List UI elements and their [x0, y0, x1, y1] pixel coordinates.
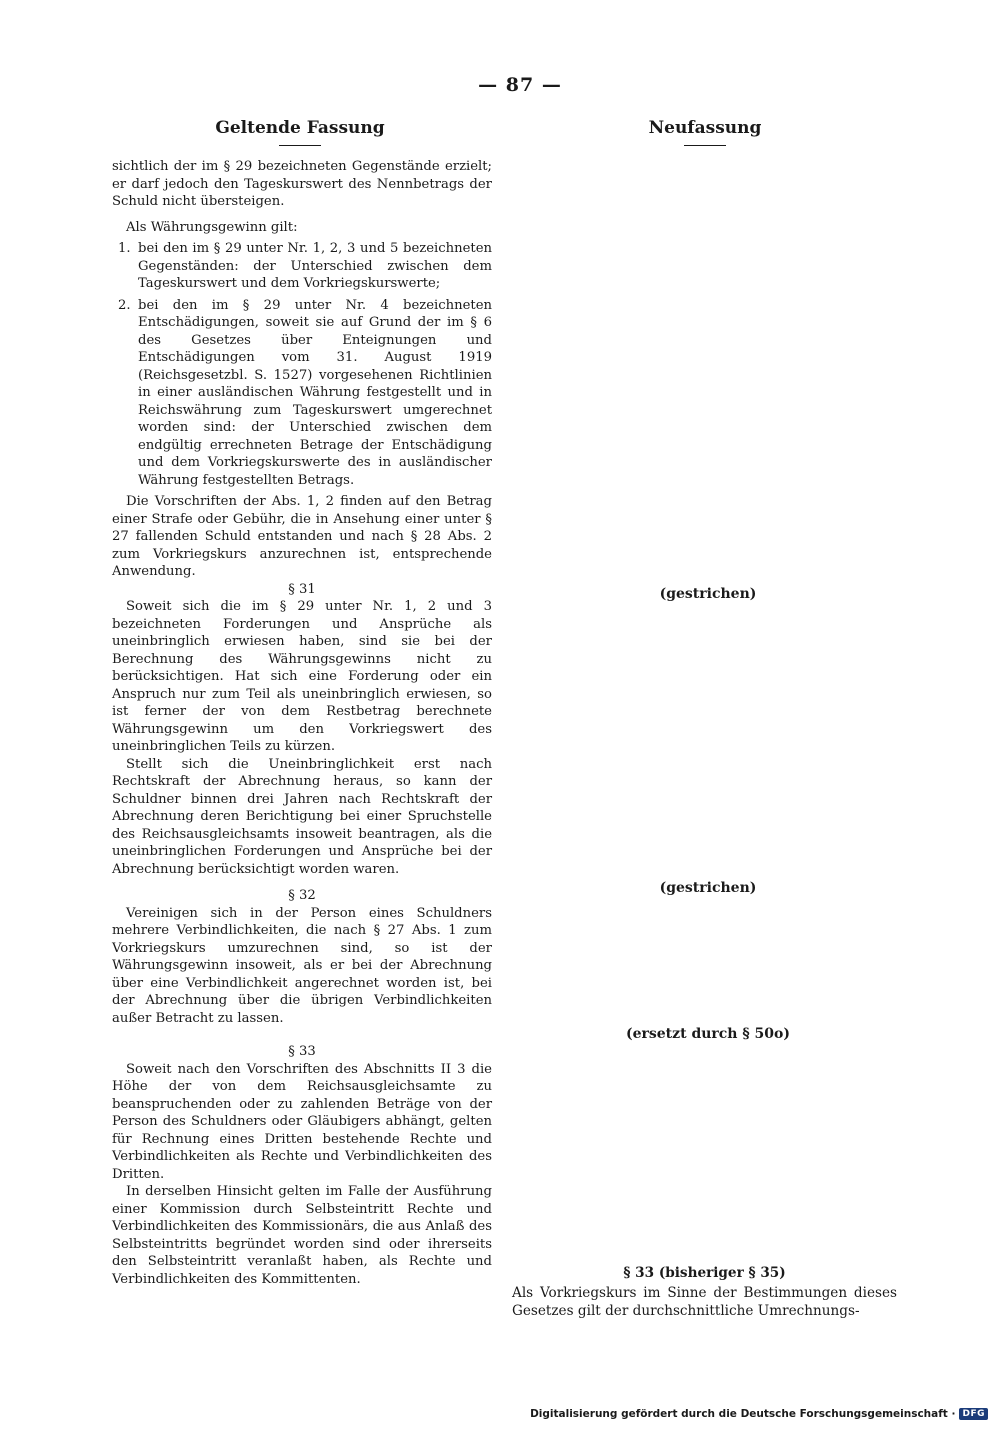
list-item	[112, 297, 492, 490]
note-section-31: (gestrichen)	[659, 586, 757, 602]
page-number: — 87 —	[478, 74, 562, 96]
section-32-para-1: Vereinigen sich in der Person eines Schuldners mehrere Verbindlichkeiten, die nach § 27 Abs. 1 zum Vorkriegskurs umzurechnen sind, so ist der Währungsgewinn insoweit, als er bei der Abrechnung über eine Verbindlichkeit angerechnet worden ist, bei der Abrechnung über die übrigen Verbindlichkeiten außer Betracht zu lassen.	[112, 905, 492, 1026]
new-section-33-text: Als Vorkriegskurs im Sinne der Bestimmungen dieses Gesetzes gilt der durchschnittliche Umrechnungs-	[512, 1285, 897, 1319]
section-33-title: § 33	[288, 1044, 316, 1059]
intro-paragraph: sichtlich der im § 29 bezeichneten Gegenstände erzielt; er darf jedoch den Tageskurswert des Nennbetrags der Schuld nicht übersteigen.	[112, 159, 492, 209]
list-item-number: 2.	[118, 297, 131, 313]
footer-credit	[530, 1408, 988, 1420]
heading-rule	[279, 145, 321, 146]
column-heading-current-text: Geltende Fassung	[215, 118, 385, 138]
section-32-title: § 32	[288, 888, 316, 903]
list-item	[112, 240, 492, 293]
heading-rule	[684, 145, 726, 146]
list-item-text: bei den im § 29 unter Nr. 4 bezeichneten Entschädigungen, soweit sie auf Grund der im § 6 des Gesetzes über Enteignungen und Entschädigungen vom 31. August 1919 (Reichsgesetzbl. S. 1527) vorgesehenen Richtlinien in einer ausländischen Währung festgestellt und in Reichswährung zum Tageskurswert umgerechnet worden sind: der Unterschied zwischen dem endgültig errechneten Betrage der Entschädigung und dem Vorkriegskurswerte des in ausländischer Währung festgestellten Betrags.	[138, 297, 492, 488]
paragraph-abs3: Die Vorschriften der Abs. 1, 2 finden auf den Betrag einer Strafe oder Gebühr, die in Ansehung einer unter § 27 fallenden Schuld entstanden und nach § 28 Abs. 2 zum Vorkriegskurs anzurechnen ist, entsprechende Anwendung.	[112, 494, 492, 579]
column-heading-new-text: Neufassung	[648, 118, 762, 138]
footer-text: Digitalisierung gefördert durch die Deutsche Forschungsgemeinschaft ·	[530, 1408, 956, 1420]
gain-list	[112, 240, 492, 489]
column-heading-current	[200, 118, 400, 146]
current-version-column	[112, 158, 492, 1288]
note-section-32: (gestrichen)	[659, 880, 757, 896]
gain-intro: Als Währungsgewinn gilt:	[126, 219, 298, 235]
section-31-para-2: Stellt sich die Uneinbringlichkeit erst nach Rechtskraft der Abrechnung heraus, so kann der Schuldner binnen drei Jahren nach Rechtskraft der Abrechnung deren Berichtigung bei einer Spruchstelle des Reichsausgleichsamts insoweit beantragen, als die uneinbringlichen Forderungen und Ansprüche bei der Abrechnung berücksichtigt worden waren.	[112, 756, 492, 877]
section-33-para-1: Soweit nach den Vorschriften des Abschnitts II 3 die Höhe der von dem Reichsausgleichsamte zu beanspruchenden oder zu zahlenden Beträge von der Person des Schuldners oder Gläubigers abhängt, gelten für Rechnung eines Dritten bestehende Rechte und Verbindlichkeiten als Rechte und Verbindlichkeiten des Dritten.	[112, 1061, 492, 1182]
section-31-para-1: Soweit sich die im § 29 unter Nr. 1, 2 und 3 bezeichneten Forderungen und Ansprüche als uneinbringlich erwiesen haben, sind sie bei der Berechnung des Währungsgewinns nicht zu berücksichtigen. Hat sich eine Forderung oder ein Anspruch nur zum Teil als uneinbringlich erwiesen, so ist ferner der von dem Restbetrag berechnete Währungsgewinn um den Vorkriegswert des uneinbringlichen Teils zu kürzen.	[112, 599, 492, 754]
column-heading-new	[605, 118, 805, 146]
list-item-text: bei den im § 29 unter Nr. 1, 2, 3 und 5 bezeichneten Gegenständen: der Unterschied zwischen dem Tageskurswert und dem Vorkriegskurswerte;	[138, 241, 492, 291]
dfg-logo-icon: DFG	[959, 1408, 988, 1420]
section-31-title: § 31	[288, 581, 316, 597]
section-33-para-2: In derselben Hinsicht gelten im Falle der Ausführung einer Kommission durch Selbsteintritt Rechte und Verbindlichkeiten des Kommissionärs, die aus Anlaß des Selbsteintritts begründet worden sind oder ihrerseits den Selbsteintritt veranlaßt haben, als Rechte und Verbindlichkeiten des Kommittenten.	[112, 1184, 492, 1287]
new-section-33	[512, 1264, 897, 1320]
new-section-33-title: § 33 (bisheriger § 35)	[623, 1265, 786, 1281]
note-section-33: (ersetzt durch § 50o)	[625, 1026, 790, 1042]
list-item-number: 1.	[118, 241, 131, 256]
